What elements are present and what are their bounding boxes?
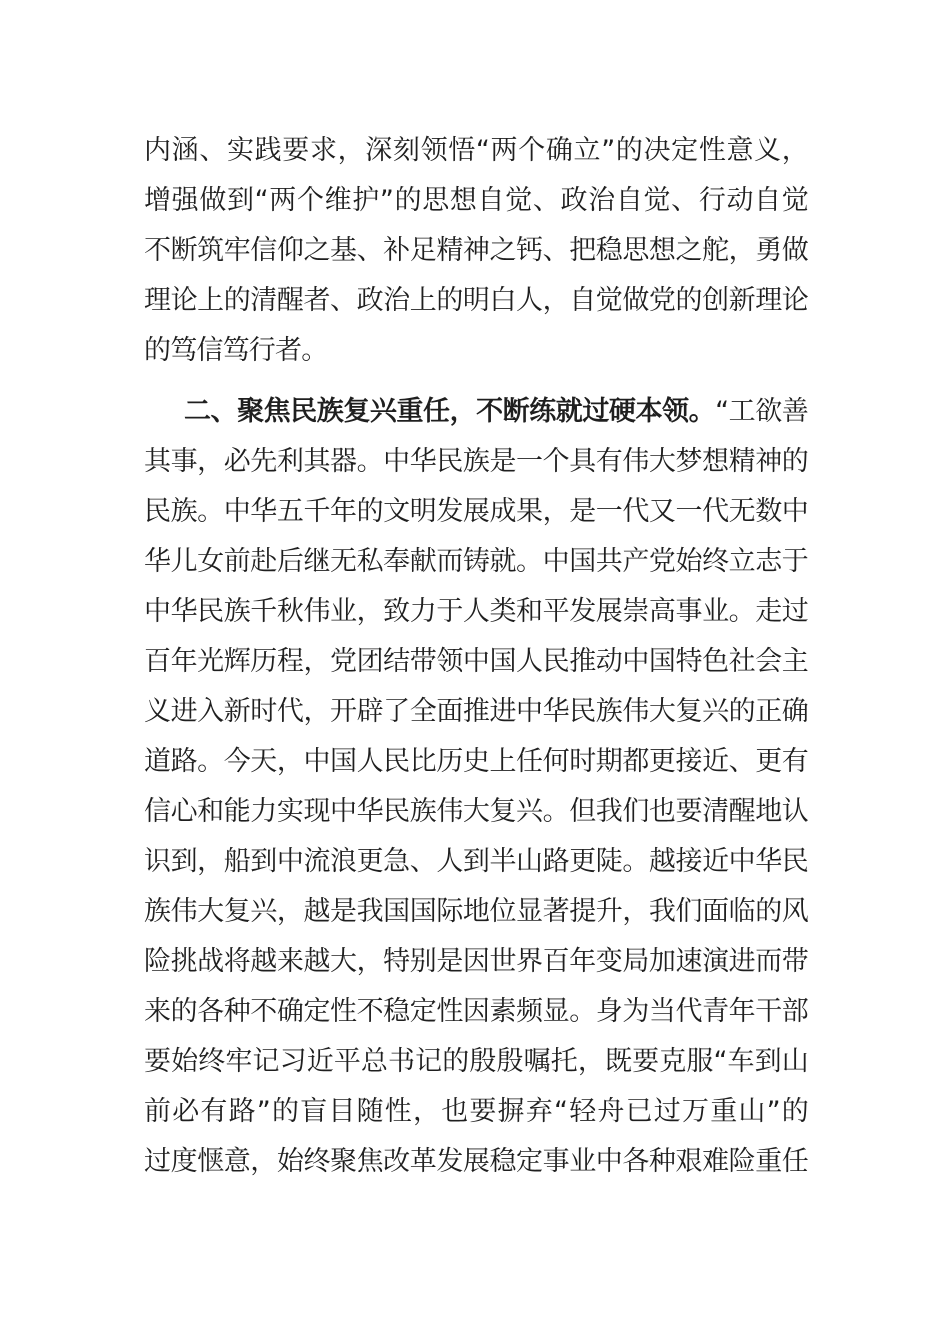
section-heading: 二、聚焦民族复兴重任，不断练就过硬本领。 <box>184 396 716 427</box>
paragraph-line: 义进入新时代，开辟了全面推进中华民族伟大复兴的正确 <box>144 696 808 727</box>
paragraph-line: 过度惬意，始终聚焦改革发展稳定事业中各种艰难险重任 <box>144 1146 808 1177</box>
paragraph-line: 前必有路”的盲目随性，也要摒弃“轻舟已过万重山”的 <box>144 1096 808 1127</box>
paragraph-line: 道路。今天，中国人民比历史上任何时期都更接近、更有 <box>144 746 808 777</box>
paragraph-2 <box>144 387 808 1187</box>
paragraph-first-line <box>144 387 808 437</box>
paragraph-line: 内涵、实践要求，深刻领悟“两个确立”的决定性意义， <box>144 135 808 166</box>
paragraph-line: 的笃信笃行者。 <box>144 335 328 366</box>
paragraph-line: 华儿女前赴后继无私奉献而铸就。中国共产党始终立志于 <box>144 546 808 577</box>
paragraph-line: 不断筑牢信仰之基、补足精神之钙、把稳思想之舵，勇做 <box>144 235 808 266</box>
paragraph-1 <box>144 126 808 376</box>
paragraph-line: 理论上的清醒者、政治上的明白人，自觉做党的创新理论 <box>144 285 808 316</box>
paragraph-line: 族伟大复兴，越是我国国际地位显著提升，我们面临的风 <box>144 896 808 927</box>
paragraph-line: 来的各种不确定性不稳定性因素频显。身为当代青年干部 <box>144 996 808 1027</box>
heading-trailing-text: “工欲善 <box>715 396 808 427</box>
paragraph-line: 增强做到“两个维护”的思想自觉、政治自觉、行动自觉 <box>144 185 808 216</box>
paragraph-line: 识到，船到中流浪更急、人到半山路更陡。越接近中华民 <box>144 846 808 877</box>
paragraph-line: 信心和能力实现中华民族伟大复兴。但我们也要清醒地认 <box>144 796 808 827</box>
paragraph-line: 要始终牢记习近平总书记的殷殷嘱托，既要克服“车到山 <box>144 1046 808 1077</box>
paragraph-line: 中华民族千秋伟业，致力于人类和平发展崇高事业。走过 <box>144 596 808 627</box>
paragraph-line: 其事，必先利其器。中华民族是一个具有伟大梦想精神的 <box>144 446 808 477</box>
paragraph-line: 险挑战将越来越大，特别是因世界百年变局加速演进而带 <box>144 946 808 977</box>
paragraph-line: 民族。中华五千年的文明发展成果，是一代又一代无数中 <box>144 496 808 527</box>
paragraph-line: 百年光辉历程，党团结带领中国人民推动中国特色社会主 <box>144 646 808 677</box>
